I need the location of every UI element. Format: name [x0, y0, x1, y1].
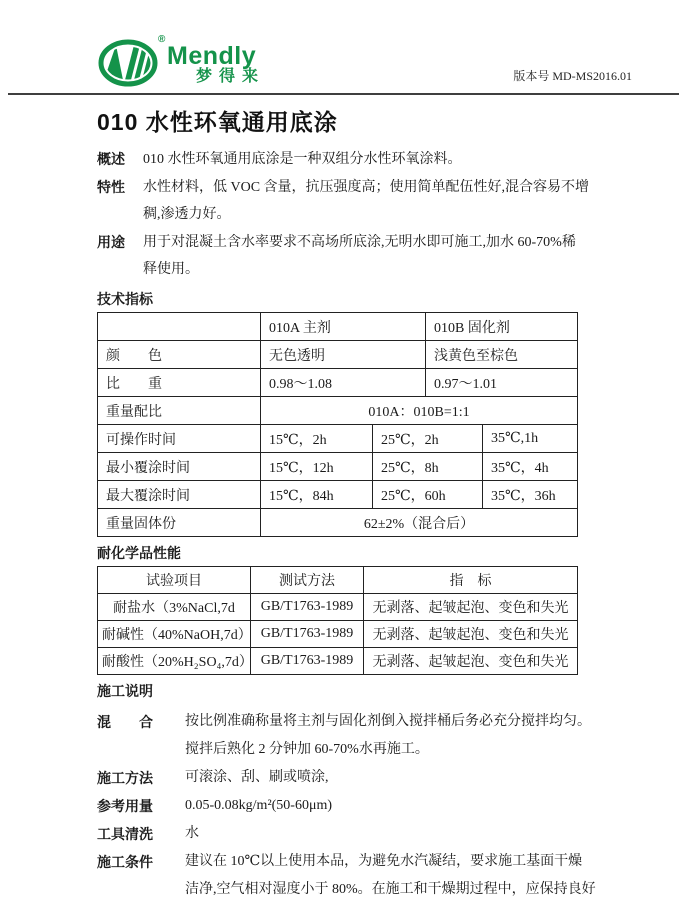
table-row	[98, 567, 577, 594]
table-header-cell: 试验项目	[98, 567, 251, 593]
item-text: 0.05-0.08kg/m²(50-60μm)	[185, 798, 333, 813]
table-cell: 62±2%（混合后）	[363, 516, 475, 532]
table-cell: 耐酸性（20%H₂SO₄,7d）	[98, 648, 251, 674]
table-cell: 15℃，12h	[261, 453, 373, 480]
item-text: 建议在 10℃以上使用本品，为避免水汽凝结，要求施工基面干燥 洁净,空气相对湿度小于 80%。在施工和干燥期过程中，应保持良好	[185, 854, 596, 897]
table-cell: 0.98～1.08	[261, 369, 426, 396]
section-overview	[97, 146, 590, 173]
construction-item-dosage	[97, 792, 590, 820]
table-cell: 耐碱性（40%NaOH,7d）	[98, 621, 251, 647]
section-label: 用途	[97, 234, 125, 250]
version-label: 版本号 MD-MS2016.01	[513, 69, 632, 83]
table-cell: 比 重	[98, 369, 261, 396]
brand-name-chinese: 梦得来	[196, 68, 266, 85]
table-cell: 可操作时间	[98, 425, 261, 452]
construction-item-cleaning	[97, 820, 590, 848]
tech-specs-heading: 技术指标	[97, 291, 153, 307]
table-row	[98, 594, 577, 621]
page-title: 010 水性环氧通用底涂	[97, 109, 338, 135]
table-row	[98, 481, 577, 509]
table-cell: 010A：010B=1:1	[368, 404, 470, 420]
table-cell: 颜 色	[98, 341, 261, 368]
table-row	[98, 425, 577, 453]
table-cell: 35℃，36h	[491, 488, 556, 504]
table-cell: 0.97～1.01	[434, 376, 497, 392]
tech-specs-table	[97, 312, 578, 537]
logo-mark-icon	[99, 34, 166, 93]
table-row	[98, 453, 577, 481]
item-label: 工具清洗	[97, 826, 153, 842]
section-text: 用于对混凝土含水率要求不高场所底涂,无明水即可施工,加水 60-70%稀 释使用。	[143, 235, 576, 277]
section-label: 概述	[97, 151, 125, 167]
brand-logo	[99, 36, 265, 93]
table-cell: GB/T1763-1989	[251, 621, 364, 647]
item-text: 按比例准确称量将主剂与固化剂倒入搅拌桶后务必充分搅拌均匀。 搅拌后熟化 2 分钟加 60-70%水再施工。	[185, 714, 591, 757]
table-row	[98, 369, 577, 397]
table-row	[98, 341, 577, 369]
table-cell: 25℃，60h	[373, 481, 483, 508]
section-text: 010 水性环氧通用底涂是一种双组分水性环氧涂料。	[143, 152, 462, 167]
table-cell: 010A 主剂	[261, 313, 426, 340]
table-cell: 无剥落、起皱起泡、变色和失光	[372, 655, 569, 670]
item-label: 施工方法	[97, 770, 153, 786]
table-cell: 无色透明	[261, 341, 426, 368]
construction-item-conditions	[97, 848, 596, 904]
construction-heading: 施工说明	[97, 683, 153, 699]
header-divider	[8, 93, 679, 95]
construction-item-method	[97, 764, 590, 792]
section-usage	[97, 229, 590, 283]
registered-mark: ®	[158, 34, 166, 45]
table-row	[98, 621, 577, 648]
table-cell: 25℃，2h	[373, 425, 483, 452]
table-cell: 浅黄色至棕色	[434, 348, 518, 364]
section-label: 特性	[97, 179, 125, 195]
item-text: 可滚涂、刮、刷或喷涂,	[185, 770, 329, 785]
section-text: 水性材料，低 VOC 含量，抗压强度高；使用简单配伍性好,混合容易不增 稠,渗透力好。	[143, 180, 590, 222]
item-label: 参考用量	[97, 798, 153, 814]
table-row	[98, 313, 577, 341]
brand-wordmark	[167, 44, 265, 86]
table-cell: 无剥落、起皱起泡、变色和失光	[372, 601, 569, 616]
table-cell: 35℃,1h	[491, 431, 539, 446]
table-cell: GB/T1763-1989	[251, 594, 364, 620]
chem-resistance-table	[97, 566, 578, 675]
item-label: 混 合	[97, 714, 153, 730]
table-cell: 重量配比	[98, 397, 261, 424]
table-header-cell: 测试方法	[251, 567, 364, 593]
document-body	[97, 106, 596, 904]
table-cell	[98, 313, 261, 340]
table-cell: 耐盐水（3%NaCl,7d	[98, 594, 251, 620]
table-cell: 15℃，84h	[261, 481, 373, 508]
table-cell: 010B 固化剂	[434, 320, 510, 336]
table-row	[98, 648, 577, 674]
table-cell: 无剥落、起皱起泡、变色和失光	[372, 628, 569, 643]
table-cell: 25℃，8h	[373, 453, 483, 480]
table-header-cell: 指 标	[449, 574, 492, 589]
construction-item-mixing	[97, 708, 590, 764]
brand-name-latin: Mendly	[167, 42, 257, 70]
section-features	[97, 174, 590, 228]
table-row	[98, 397, 577, 425]
table-cell: GB/T1763-1989	[251, 648, 364, 674]
table-cell: 重量固体份	[98, 509, 261, 536]
table-cell: 15℃，2h	[261, 425, 373, 452]
table-cell: 35℃，4h	[491, 460, 549, 476]
chem-resistance-heading: 耐化学品性能	[97, 545, 181, 561]
item-text: 水	[185, 826, 199, 841]
item-label: 施工条件	[97, 854, 153, 870]
table-cell: 最小覆涂时间	[98, 453, 261, 480]
table-cell: 最大覆涂时间	[98, 481, 261, 508]
table-row	[98, 509, 577, 536]
